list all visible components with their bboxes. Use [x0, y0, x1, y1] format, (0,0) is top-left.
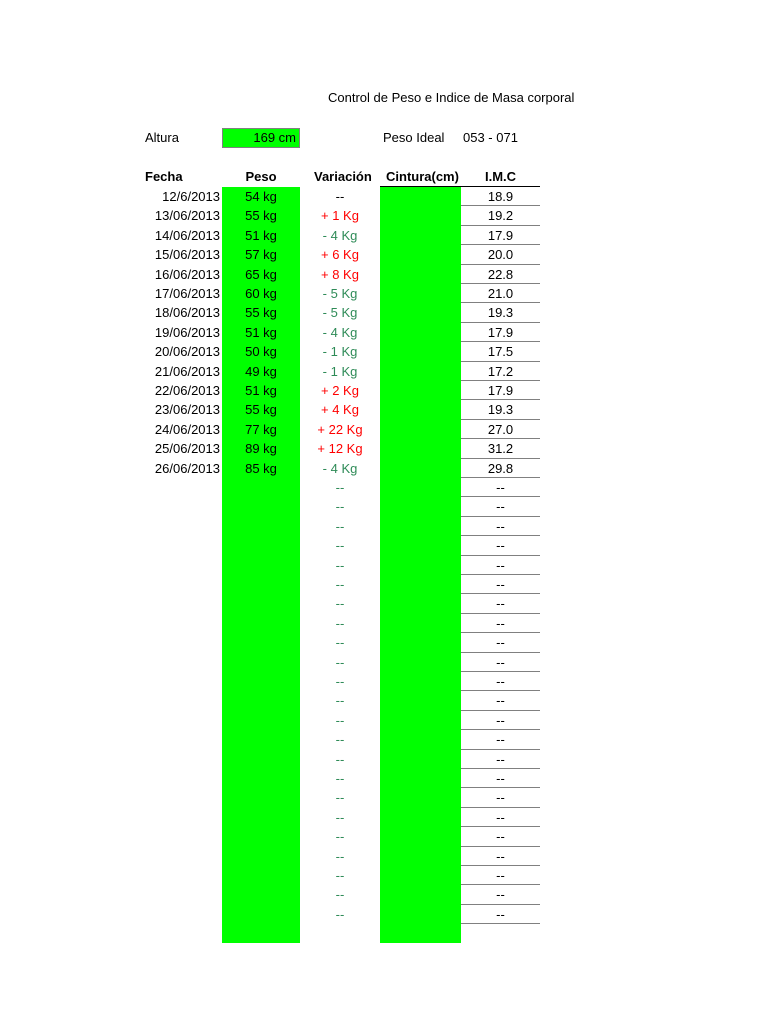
imc-cell: --: [496, 499, 505, 515]
imc-cell: 17.2: [487, 363, 514, 379]
peso-ideal-label: Peso Ideal: [383, 130, 445, 145]
cintura-cell[interactable]: [380, 400, 461, 419]
peso-cell[interactable]: [222, 575, 300, 594]
table-row: [0, 517, 768, 536]
cintura-cell[interactable]: [380, 362, 461, 381]
peso-cell[interactable]: [222, 808, 300, 827]
table-row: [0, 808, 768, 827]
cintura-cell[interactable]: [380, 226, 461, 245]
imc-cell: --: [496, 848, 505, 864]
table-row: [0, 769, 768, 788]
fecha-cell[interactable]: [140, 556, 220, 575]
imc-cell: --: [496, 732, 505, 748]
peso-cell[interactable]: [222, 905, 300, 924]
cintura-cell[interactable]: [380, 691, 461, 710]
cintura-cell[interactable]: [380, 265, 461, 284]
peso-cell[interactable]: [222, 750, 300, 769]
cintura-cell[interactable]: [380, 497, 461, 516]
table-row: [0, 400, 768, 419]
cintura-cell[interactable]: [380, 866, 461, 885]
variacion-cell: --: [335, 596, 345, 612]
peso-cell[interactable]: [222, 885, 300, 904]
peso-cell[interactable]: [222, 478, 300, 497]
imc-cell: 17.9: [487, 383, 514, 398]
imc-cell: 29.8: [487, 460, 514, 476]
variacion-cell: + 4 Kg: [321, 402, 359, 418]
fecha-cell[interactable]: [140, 633, 220, 652]
fecha-cell[interactable]: [140, 691, 220, 710]
imc-cell: --: [496, 906, 505, 922]
fecha-cell[interactable]: [140, 750, 220, 769]
fecha-cell[interactable]: [140, 730, 220, 749]
variacion-cell: + 1 Kg: [321, 208, 359, 224]
table-row: [0, 226, 768, 245]
peso-cell[interactable]: [222, 653, 300, 672]
cintura-cell[interactable]: [380, 808, 461, 827]
table-row: [0, 265, 768, 284]
peso-cell[interactable]: [222, 847, 300, 866]
table-row: [0, 459, 768, 478]
cintura-cell[interactable]: [380, 381, 461, 400]
peso-cell[interactable]: 60 kg: [245, 286, 277, 301]
table-row: [0, 575, 768, 594]
table-row: [0, 653, 768, 672]
fecha-cell[interactable]: 16/06/2013: [154, 266, 220, 282]
peso-cell[interactable]: [222, 691, 300, 710]
variacion-cell: --: [335, 480, 345, 495]
cintura-cell[interactable]: [380, 653, 461, 672]
cintura-cell[interactable]: [380, 827, 461, 846]
imc-cell: 20.0: [487, 247, 514, 263]
peso-cell[interactable]: [222, 711, 300, 730]
imc-cell: --: [496, 674, 505, 689]
cintura-cell[interactable]: [380, 575, 461, 594]
peso-cell[interactable]: 55 kg: [245, 208, 277, 224]
fecha-cell[interactable]: [140, 653, 220, 672]
peso-cell[interactable]: [222, 730, 300, 749]
imc-cell: --: [496, 693, 505, 709]
peso-cell[interactable]: [222, 788, 300, 807]
table-row: [0, 206, 768, 225]
variacion-cell: --: [335, 635, 345, 651]
fecha-cell[interactable]: [140, 885, 220, 904]
imc-cell: --: [496, 480, 505, 495]
header-imc: I.M.C: [484, 169, 517, 184]
imc-cell: --: [496, 538, 505, 554]
table-row: [0, 536, 768, 555]
imc-cell: --: [496, 654, 505, 670]
table-row: [0, 556, 768, 575]
table-row: [0, 362, 768, 381]
table-row: [0, 381, 768, 400]
table-row: [0, 847, 768, 866]
fecha-cell[interactable]: [140, 905, 220, 924]
variacion-cell: --: [335, 848, 345, 864]
table-row: [0, 885, 768, 904]
imc-cell: 21.0: [487, 286, 514, 301]
variacion-cell: - 1 Kg: [322, 344, 358, 360]
variacion-cell: + 12 Kg: [317, 441, 363, 457]
fecha-cell[interactable]: [140, 672, 220, 691]
table-row: [0, 439, 768, 458]
fecha-cell[interactable]: [140, 711, 220, 730]
peso-cell[interactable]: [222, 497, 300, 516]
variacion-cell: --: [335, 906, 345, 922]
cintura-cell[interactable]: [380, 342, 461, 361]
fecha-cell[interactable]: [140, 517, 220, 536]
variacion-cell: - 5 Kg: [322, 305, 358, 321]
fecha-cell[interactable]: 14/06/2013: [154, 227, 220, 243]
fecha-cell[interactable]: 20/06/2013: [154, 344, 220, 360]
header-cintura: Cintura(cm): [386, 169, 459, 184]
altura-value-cell[interactable]: 169 cm: [222, 128, 300, 148]
cintura-cell[interactable]: [380, 633, 461, 652]
imc-cell: --: [496, 771, 505, 786]
variacion-cell: --: [335, 499, 345, 515]
cintura-cell[interactable]: [380, 847, 461, 866]
cintura-cell[interactable]: [380, 730, 461, 749]
cintura-cell[interactable]: [380, 478, 461, 497]
fecha-cell[interactable]: [140, 866, 220, 885]
table-row: [0, 866, 768, 885]
variacion-cell: - 5 Kg: [322, 286, 358, 301]
variacion-cell: --: [335, 771, 345, 786]
variacion-cell: - 4 Kg: [322, 460, 358, 476]
fecha-cell[interactable]: [140, 536, 220, 555]
peso-cell[interactable]: 49 kg: [245, 363, 277, 379]
variacion-cell: --: [335, 674, 345, 689]
variacion-cell: - 4 Kg: [322, 227, 358, 243]
peso-cell[interactable]: [222, 594, 300, 613]
variacion-cell: --: [335, 654, 345, 670]
peso-cell[interactable]: [222, 633, 300, 652]
fecha-cell[interactable]: 17/06/2013: [154, 286, 220, 301]
peso-cell[interactable]: 57 kg: [245, 247, 277, 263]
imc-cell: 18.9: [487, 189, 514, 204]
imc-cell: --: [496, 615, 505, 631]
peso-cell[interactable]: [222, 536, 300, 555]
cintura-cell[interactable]: [380, 711, 461, 730]
cintura-cell[interactable]: [380, 303, 461, 322]
table-row: [0, 672, 768, 691]
fecha-cell[interactable]: 25/06/2013: [154, 441, 220, 457]
peso-cell[interactable]: 54 kg: [245, 189, 277, 204]
variacion-cell: --: [335, 868, 345, 883]
variacion-cell: --: [335, 732, 345, 748]
variacion-cell: --: [335, 887, 345, 903]
variacion-cell: --: [335, 829, 345, 845]
cintura-cell[interactable]: [380, 769, 461, 788]
fecha-cell[interactable]: [140, 575, 220, 594]
imc-cell: 19.3: [487, 402, 514, 418]
imc-cell: --: [496, 518, 505, 534]
imc-cell: 17.5: [487, 344, 514, 360]
variacion-cell: + 22 Kg: [317, 421, 363, 437]
variacion-cell: --: [335, 615, 345, 631]
imc-cell: --: [496, 712, 505, 728]
cintura-cell[interactable]: [380, 439, 461, 458]
table-row: [0, 788, 768, 807]
variacion-cell: --: [335, 790, 345, 806]
imc-cell: --: [496, 790, 505, 806]
header-peso: Peso: [245, 169, 277, 184]
imc-cell: --: [496, 557, 505, 573]
imc-cell: 27.0: [487, 421, 514, 437]
cintura-cell[interactable]: [380, 614, 461, 633]
cintura-cell[interactable]: [380, 536, 461, 555]
peso-cell[interactable]: 50 kg: [245, 344, 277, 360]
peso-cell[interactable]: 55 kg: [245, 305, 277, 321]
variacion-cell: --: [335, 577, 345, 592]
peso-cell[interactable]: [222, 556, 300, 575]
fecha-cell[interactable]: 23/06/2013: [154, 402, 220, 418]
fecha-cell[interactable]: 24/06/2013: [154, 421, 220, 437]
variacion-cell: - 1 Kg: [322, 363, 358, 379]
cintura-cell[interactable]: [380, 323, 461, 342]
peso-cell[interactable]: [222, 769, 300, 788]
imc-cell: --: [496, 596, 505, 612]
variacion-cell: --: [335, 557, 345, 573]
cintura-cell[interactable]: [380, 459, 461, 478]
peso-cell[interactable]: 89 kg: [245, 441, 277, 457]
imc-cell: --: [496, 829, 505, 845]
table-row: [0, 284, 768, 303]
peso-cell[interactable]: 85 kg: [245, 460, 277, 476]
cintura-cell[interactable]: [380, 556, 461, 575]
fecha-cell[interactable]: [140, 594, 220, 613]
imc-cell: --: [496, 868, 505, 883]
table-row: [0, 633, 768, 652]
imc-cell-border: [461, 923, 540, 924]
imc-cell: 31.2: [487, 441, 514, 457]
cintura-cell[interactable]: [380, 420, 461, 439]
imc-cell: --: [496, 887, 505, 903]
variacion-cell: --: [335, 751, 345, 767]
table-row: [0, 905, 768, 924]
imc-cell: --: [496, 751, 505, 767]
header-fecha: Fecha: [145, 169, 183, 184]
fecha-cell[interactable]: 26/06/2013: [154, 460, 220, 476]
fecha-cell[interactable]: [140, 788, 220, 807]
imc-cell: --: [496, 635, 505, 651]
peso-cell[interactable]: [222, 827, 300, 846]
imc-cell: --: [496, 809, 505, 825]
sheet-title: Control de Peso e Indice de Masa corporal: [328, 90, 575, 105]
variacion-cell: --: [335, 712, 345, 728]
table-row: [0, 750, 768, 769]
table-row: [0, 323, 768, 342]
variacion-cell: + 2 Kg: [321, 383, 359, 398]
variacion-cell: - 4 Kg: [322, 324, 358, 340]
table-row: [0, 303, 768, 322]
imc-cell: 19.3: [487, 305, 514, 321]
imc-cell: --: [496, 577, 505, 592]
fecha-cell[interactable]: 15/06/2013: [154, 247, 220, 263]
table-row: [0, 420, 768, 439]
peso-cell[interactable]: 55 kg: [245, 402, 277, 418]
peso-cell[interactable]: [222, 517, 300, 536]
cintura-cell[interactable]: [380, 750, 461, 769]
peso-cell[interactable]: [222, 614, 300, 633]
header-variacion: Variación: [314, 169, 372, 184]
table-row: [0, 245, 768, 264]
table-row: [0, 478, 768, 497]
fecha-cell[interactable]: [140, 827, 220, 846]
fecha-cell[interactable]: [140, 847, 220, 866]
cintura-cell[interactable]: [380, 245, 461, 264]
peso-cell[interactable]: 51 kg: [245, 383, 277, 398]
table-row: [0, 827, 768, 846]
table-row: [0, 691, 768, 710]
cintura-cell[interactable]: [380, 284, 461, 303]
fecha-cell[interactable]: [140, 769, 220, 788]
imc-cell: 19.2: [487, 208, 514, 224]
table-row: [0, 594, 768, 613]
table-row: [0, 342, 768, 361]
table-row: [0, 730, 768, 749]
variacion-cell: --: [335, 809, 345, 825]
peso-cell[interactable]: 77 kg: [245, 421, 277, 437]
table-row: [0, 614, 768, 633]
imc-cell: 17.9: [487, 324, 514, 340]
variacion-cell: --: [335, 189, 345, 204]
peso-cell[interactable]: [222, 866, 300, 885]
variacion-cell: --: [335, 518, 345, 534]
table-row: [0, 711, 768, 730]
peso-cell[interactable]: 51 kg: [245, 227, 277, 243]
fecha-cell[interactable]: 19/06/2013: [154, 324, 220, 340]
peso-cell[interactable]: 65 kg: [245, 266, 277, 282]
variacion-cell: + 6 Kg: [321, 247, 359, 263]
fecha-cell[interactable]: [140, 808, 220, 827]
cintura-cell[interactable]: [380, 885, 461, 904]
cintura-cell[interactable]: [380, 905, 461, 924]
cintura-cell[interactable]: [380, 594, 461, 613]
fecha-cell[interactable]: 18/06/2013: [154, 305, 220, 321]
table-row: [0, 187, 768, 206]
fecha-cell[interactable]: [140, 614, 220, 633]
fecha-cell[interactable]: 13/06/2013: [154, 208, 220, 224]
fecha-cell[interactable]: 12/6/2013: [162, 189, 220, 204]
imc-cell: 17.9: [487, 227, 514, 243]
altura-label: Altura: [145, 130, 179, 145]
variacion-cell: --: [335, 538, 345, 554]
peso-ideal-value: 053 - 071: [463, 130, 518, 145]
cintura-cell[interactable]: [380, 187, 461, 206]
peso-cell[interactable]: 51 kg: [245, 324, 277, 340]
table-row: [0, 497, 768, 516]
fecha-cell[interactable]: [140, 497, 220, 516]
variacion-cell: --: [335, 693, 345, 709]
imc-cell: 22.8: [487, 266, 514, 282]
cintura-cell[interactable]: [380, 788, 461, 807]
variacion-cell: + 8 Kg: [321, 266, 359, 282]
cintura-cell[interactable]: [380, 672, 461, 691]
peso-cell[interactable]: [222, 672, 300, 691]
fecha-cell[interactable]: [140, 478, 220, 497]
cintura-cell[interactable]: [380, 206, 461, 225]
cintura-cell[interactable]: [380, 517, 461, 536]
fecha-cell[interactable]: 22/06/2013: [154, 383, 220, 398]
fecha-cell[interactable]: 21/06/2013: [154, 363, 220, 379]
